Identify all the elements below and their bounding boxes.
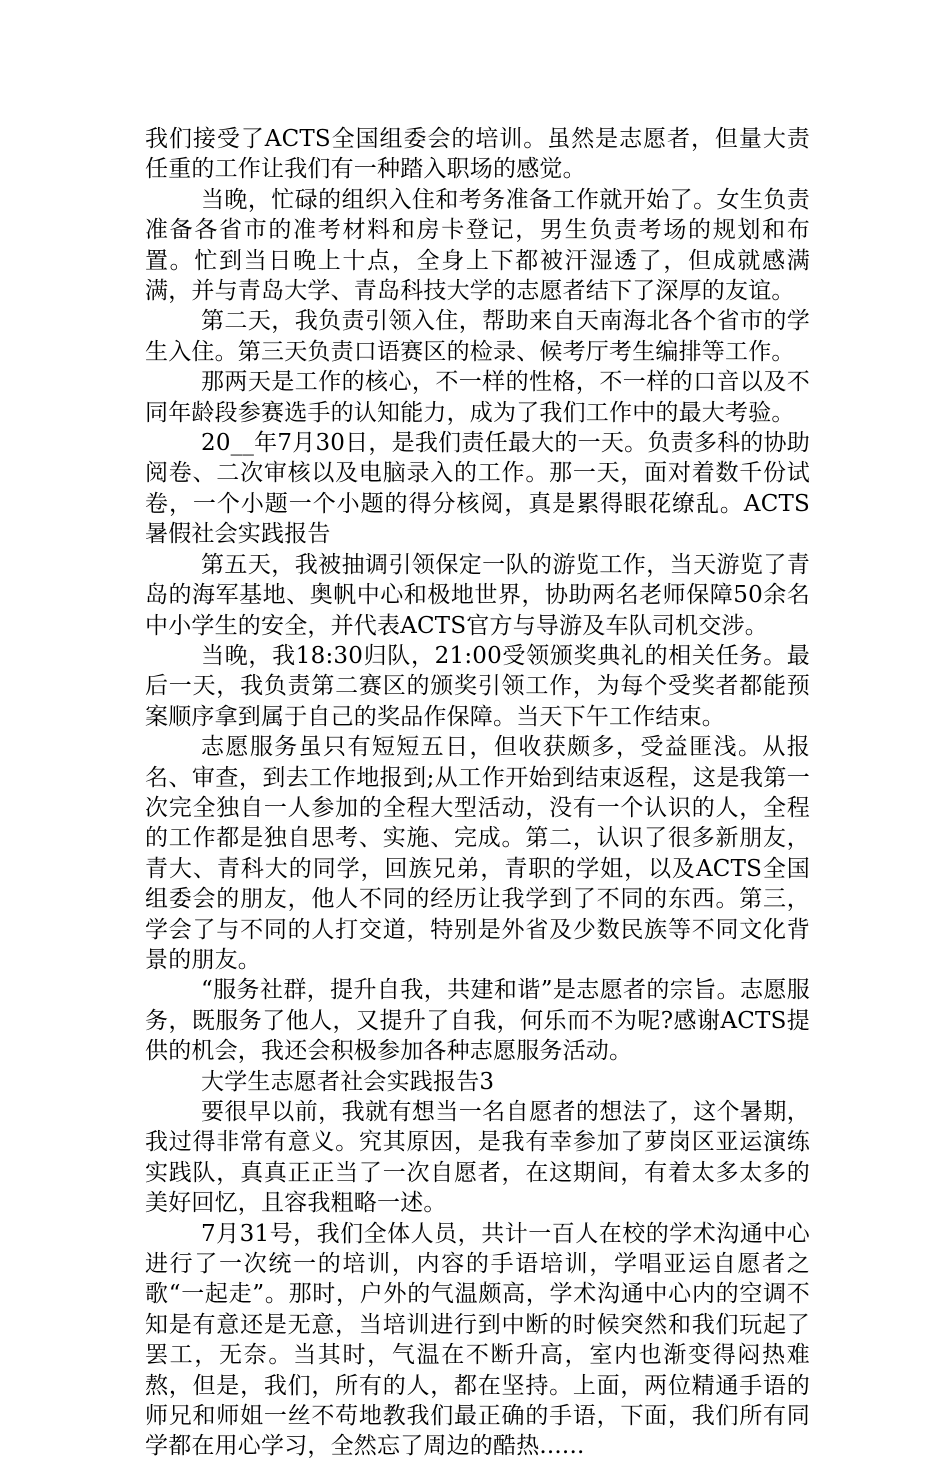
section-heading: 大学生志愿者社会实践报告3: [201, 1068, 495, 1095]
paragraph-10: 要很早以前，我就有想当一名自愿者的想法了，这个暑期，我过得非常有意义。究其原因，是我有幸参加了萝岗区亚运演练实践队，真真正正当了一次自愿者，在这期间，有着太多太多的美好回忆，且容我粗略一述。: [145, 1099, 810, 1217]
paragraph-7: 当晚，我18:30归队，21:00受领颁奖典礼的相关任务。最后一天，我负责第二赛区的颁奖引领工作，为每个受奖者都能预案顺序拿到属于自己的奖品作保障。当天下午工作结束。: [145, 642, 810, 730]
paragraph-8: 志愿服务虽只有短短五日，但收获颇多，受益匪浅。从报名、审查，到去工作地报到;从工作开始到结束返程，这是我第一次完全独自一人参加的全程大型活动，没有一个认识的人，全程的工作都是独自思考、实施、完成。第二，认识了很多新朋友，青大、青科大的同学，回族兄弟，青职的学姐，以及ACTS全国组委会的朋友，他人不同的经历让我学到了不同的东西。第三，学会了与不同的人打交道，特别是外省及少数民族等不同文化背景的朋友。: [145, 734, 810, 973]
paragraph-9: “服务社群，提升自我，共建和谐”是志愿者的宗旨。志愿服务，既服务了他人，又提升了自我，何乐而不为呢?感谢ACTS提供的机会，我还会积极参加各种志愿服务活动。: [145, 977, 810, 1065]
paragraph-11: 7月31号，我们全体人员，共计一百人在校的学术沟通中心进行了一次统一的培训，内容的手语培训，学唱亚运自愿者之歌“一起走”。那时，户外的气温颇高，学术沟通中心内的空调不知是有意还是无意，当培训进行到中断的时候突然和我们玩起了罢工，无奈。当其时，气温在不断升高，室内也渐变得闷热难熬，但是，我们，所有的人，都在坚持。上面，两位精通手语的师兄和师姐一丝不苟地教我们最正确的手语，下面，我们所有同学都在用心学习，全然忘了周边的酷热......: [145, 1220, 810, 1460]
paragraph-6: 第五天，我被抽调引领保定一队的游览工作，当天游览了青岛的海军基地、奥帆中心和极地世界，协助两名老师保障50余名中小学生的安全，并代表ACTS官方与导游及车队司机交涉。: [145, 551, 810, 639]
paragraph-2: 当晚，忙碌的组织入住和考务准备工作就开始了。女生负责准备各省市的准考材料和房卡登记，男生负责考场的规划和布置。忙到当日晚上十点，全身上下都被汗湿透了，但成就感满满，并与青岛大学、青岛科技大学的志愿者结下了深厚的友谊。: [145, 186, 810, 305]
paragraph-1: 我们接受了ACTS全国组委会的培训。虽然是志愿者，但量大责任重的工作让我们有一种踏入职场的感觉。: [145, 126, 810, 183]
paragraph-3: 第二天，我负责引领入住，帮助来自天南海北各个省市的学生入住。第三天负责口语赛区的检录、候考厅考生编排等工作。: [145, 308, 810, 365]
paragraph-5: 20__年7月30日，是我们责任最大的一天。负责多科的协助阅卷、二次审核以及电脑录入的工作。那一天，面对着数千份试卷，一个小题一个小题的得分核阅，真是累得眼花缭乱。ACTS暑假社会实践报告: [145, 430, 810, 548]
paragraph-4: 那两天是工作的核心，不一样的性格，不一样的口音以及不同年龄段参赛选手的认知能力，成为了我们工作中的最大考验。: [145, 369, 810, 426]
document-page: [145, 124, 810, 1462]
